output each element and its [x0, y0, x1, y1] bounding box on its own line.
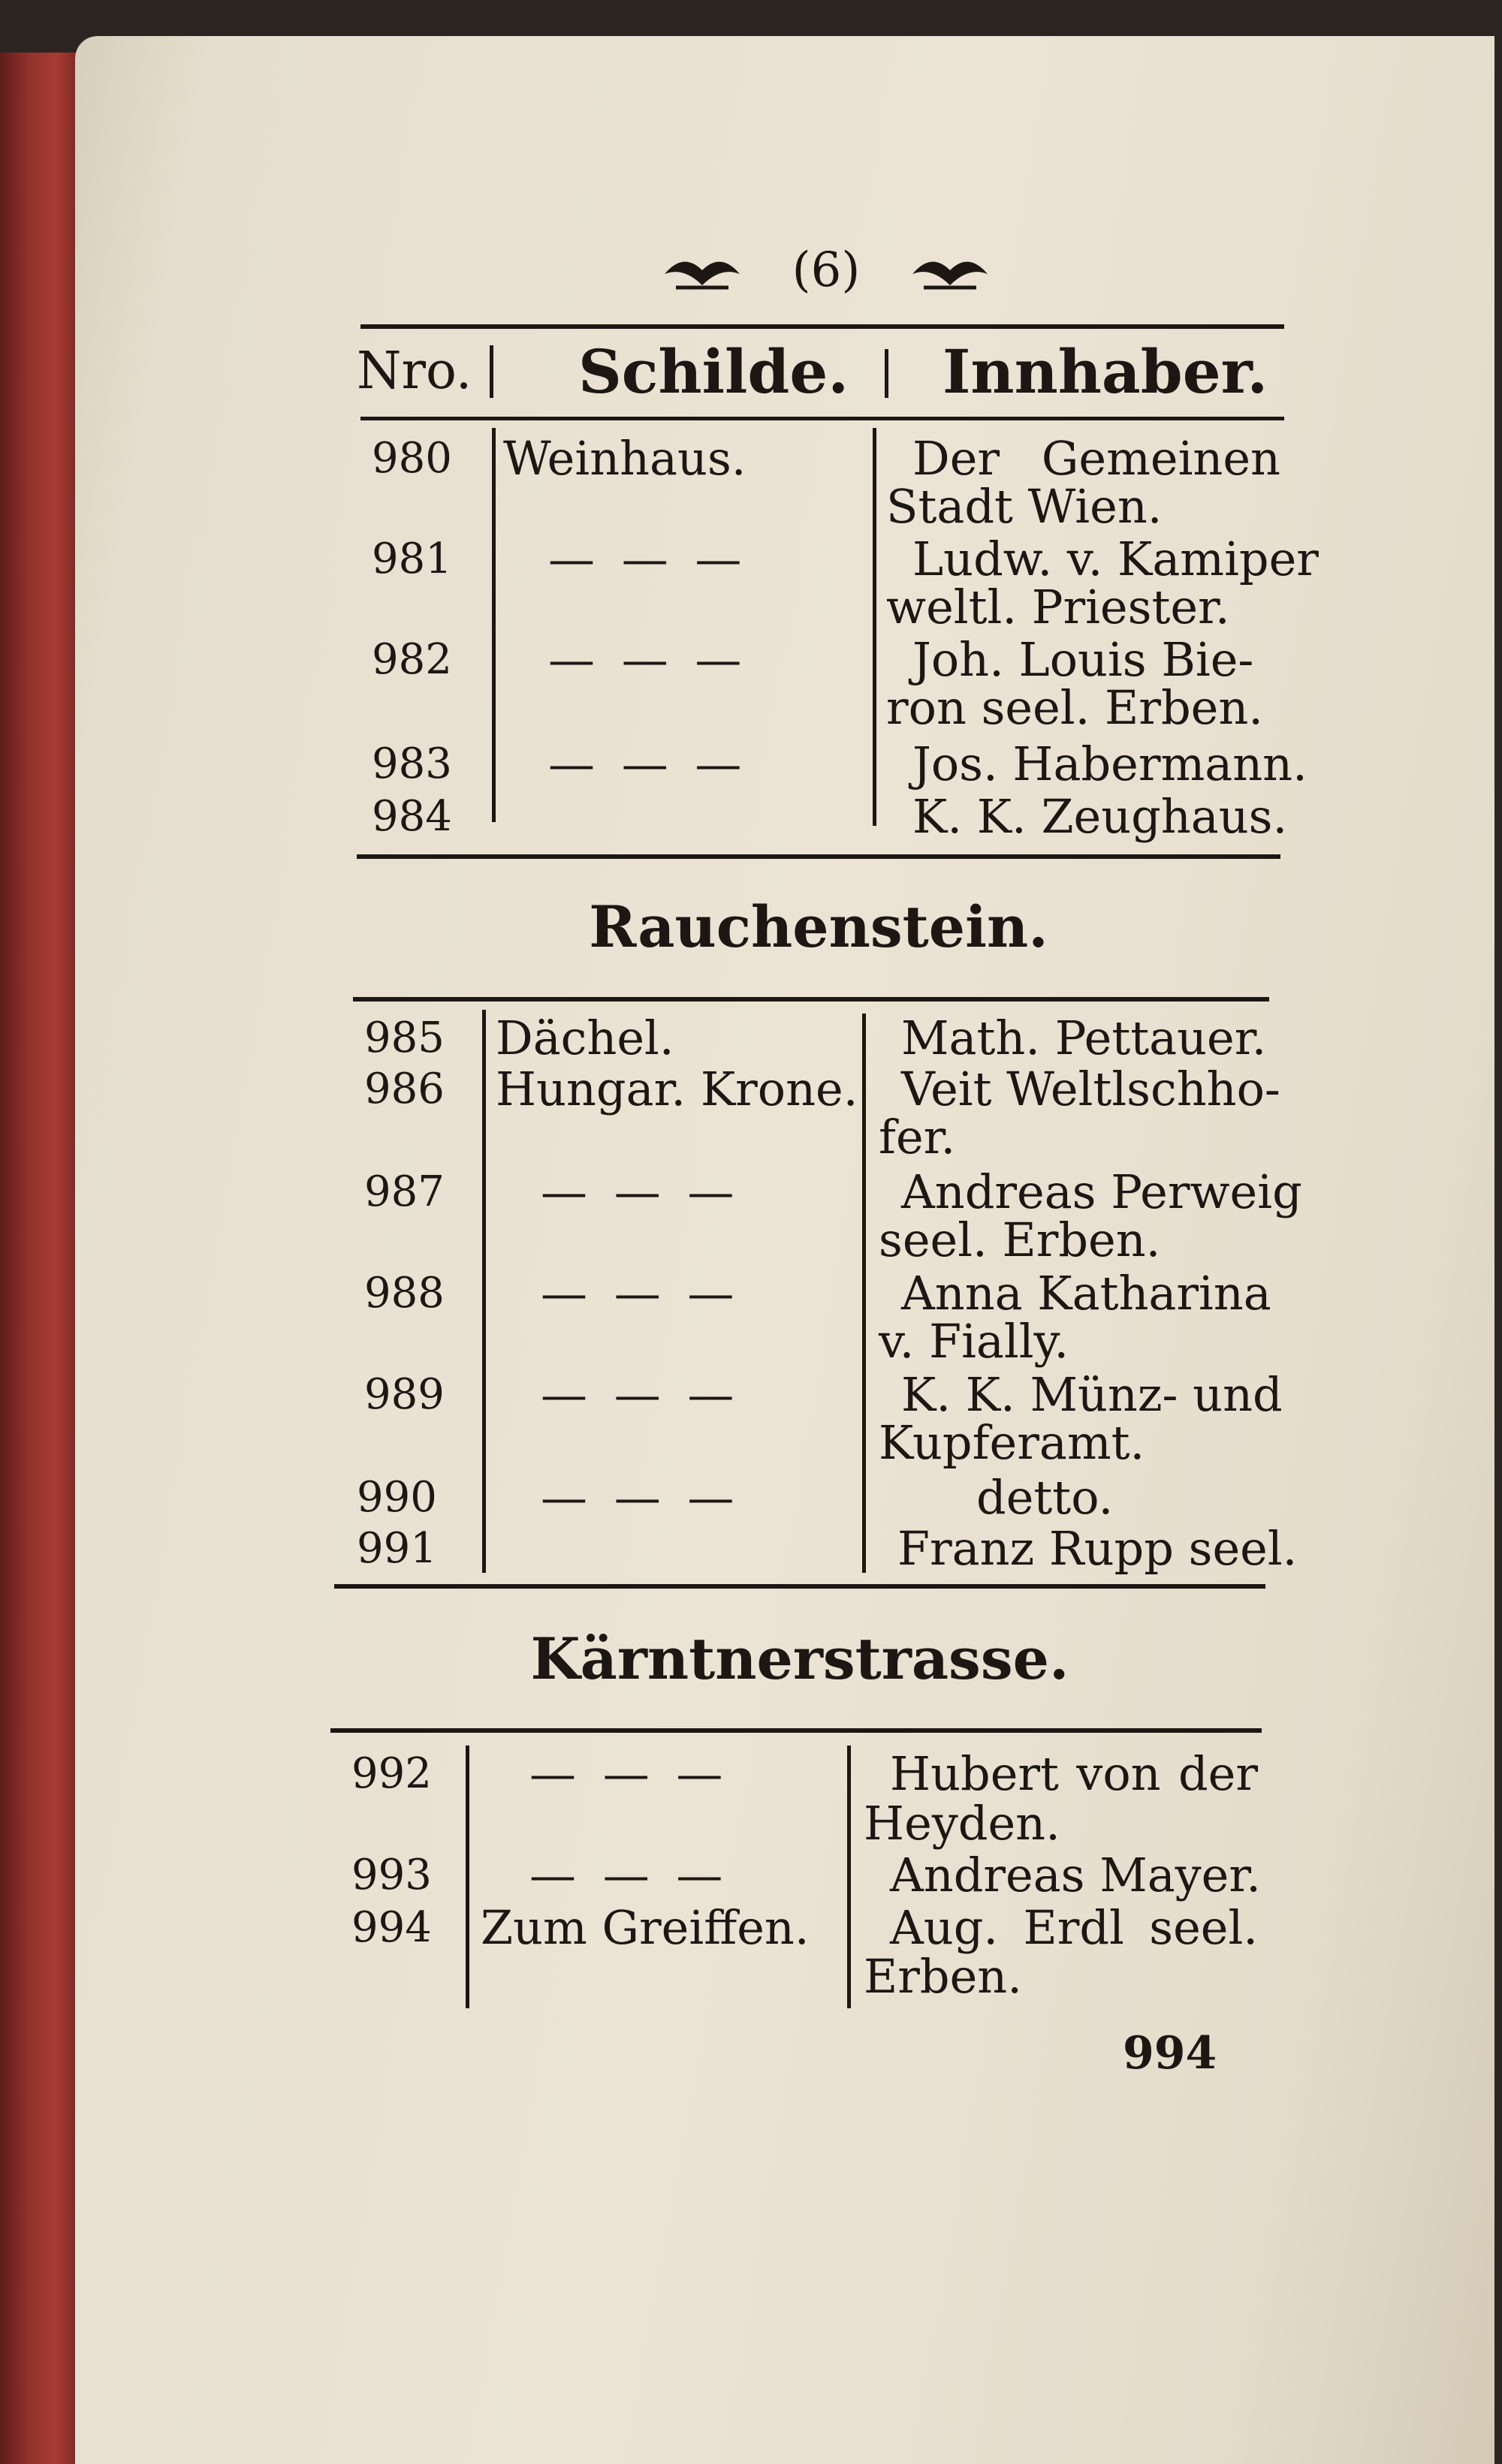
catchword: 994 [1123, 2027, 1217, 2080]
owner-name: Der Gemeinen [912, 431, 1280, 486]
owner-name-cont: v. Fially. [879, 1314, 1069, 1369]
owner-name: Hubert von der [890, 1746, 1258, 1801]
ditto-dashes: — — — [548, 532, 748, 586]
column-divider-left [492, 428, 496, 822]
section-rule [353, 997, 1269, 1002]
owner-name: K. K. Münz- und [901, 1367, 1283, 1422]
sign-name: Dächel. [496, 1011, 674, 1065]
house-number: 992 [351, 1749, 432, 1798]
column-divider-left [482, 1010, 486, 1573]
house-number: 986 [364, 1065, 445, 1113]
ditto-dashes: — — — [541, 1164, 740, 1219]
owner-name-cont: Heyden. [864, 1796, 1060, 1851]
house-number: 982 [372, 635, 452, 684]
header-top-rule [360, 324, 1284, 329]
house-number: 980 [372, 434, 452, 483]
owner-name-cont: Erben. [864, 1949, 1022, 2004]
owner-name-cont: Kupferamt. [879, 1415, 1145, 1470]
ditto-dashes: — — — [541, 1470, 740, 1525]
book-edge [0, 53, 79, 2464]
block-end-rule [334, 1584, 1265, 1589]
ditto-dashes: — — — [548, 736, 748, 791]
sign-name: Weinhaus. [503, 431, 746, 486]
owner-name: detto. [976, 1470, 1114, 1525]
page-header [661, 233, 991, 308]
house-number: 990 [357, 1473, 437, 1522]
header-divider [885, 349, 888, 398]
owner-name: Anna Katharina [901, 1266, 1271, 1321]
house-number: 983 [372, 740, 452, 788]
column-header-nro: Nro. [357, 342, 472, 401]
street-heading: Kärntnerstrasse. [530, 1625, 1069, 1692]
ditto-dashes: — — — [548, 632, 748, 687]
header-divider [490, 345, 493, 398]
street-heading: Rauchenstein. [589, 893, 1048, 960]
column-divider-left [466, 1746, 469, 2008]
sign-name: Zum Greiffen. [481, 1900, 810, 1955]
column-divider-right [847, 1746, 851, 2008]
owner-name: Joh. Louis Bie- [912, 632, 1254, 687]
block-end-rule [357, 854, 1280, 859]
owner-name-cont: Stadt Wien. [886, 479, 1163, 534]
house-number: 987 [364, 1167, 445, 1216]
house-number: 993 [351, 1851, 432, 1899]
column-divider-right [873, 428, 876, 826]
ditto-dashes: — — — [529, 1746, 729, 1801]
owner-name-cont: fer. [879, 1110, 956, 1164]
sign-name: Hungar. Krone. [496, 1062, 858, 1116]
house-number: 991 [357, 1524, 437, 1573]
column-header-schilde: Schilde. [578, 336, 849, 407]
section-rule [330, 1728, 1262, 1733]
owner-name: Franz Rupp seel. [897, 1521, 1298, 1576]
fleuron-ornament-icon [909, 244, 991, 297]
ditto-dashes: — — — [529, 1848, 729, 1902]
ditto-dashes: — — — [541, 1266, 740, 1321]
owner-name: Andreas Perweig [901, 1164, 1302, 1219]
header-bottom-rule [360, 417, 1284, 420]
owner-name: Veit Weltlschho- [901, 1062, 1280, 1116]
house-number: 988 [364, 1269, 445, 1318]
owner-name: Andreas Mayer. [890, 1848, 1261, 1902]
owner-name: Math. Pettauer. [901, 1011, 1267, 1065]
house-number: 989 [364, 1370, 445, 1419]
fleuron-ornament-icon [661, 244, 743, 297]
owner-name-cont: ron seel. Erben. [886, 680, 1263, 735]
owner-name-cont: weltl. Priester. [886, 580, 1230, 634]
owner-name: Aug. Erdl seel. [890, 1900, 1258, 1955]
house-number: 984 [372, 792, 452, 841]
ditto-dashes: — — — [541, 1367, 740, 1422]
owner-name: Jos. Habermann. [912, 736, 1307, 791]
page-number: (6) [792, 242, 861, 298]
column-divider-right [862, 1014, 866, 1573]
house-number: 985 [364, 1014, 445, 1062]
owner-name: K. K. Zeughaus. [912, 789, 1288, 844]
owner-name: Ludw. v. Kamiper [912, 532, 1319, 586]
column-header-innhaber: Innhaber. [943, 336, 1268, 407]
house-number: 981 [372, 535, 452, 583]
house-number: 994 [351, 1903, 432, 1952]
owner-name-cont: seel. Erben. [879, 1212, 1161, 1267]
